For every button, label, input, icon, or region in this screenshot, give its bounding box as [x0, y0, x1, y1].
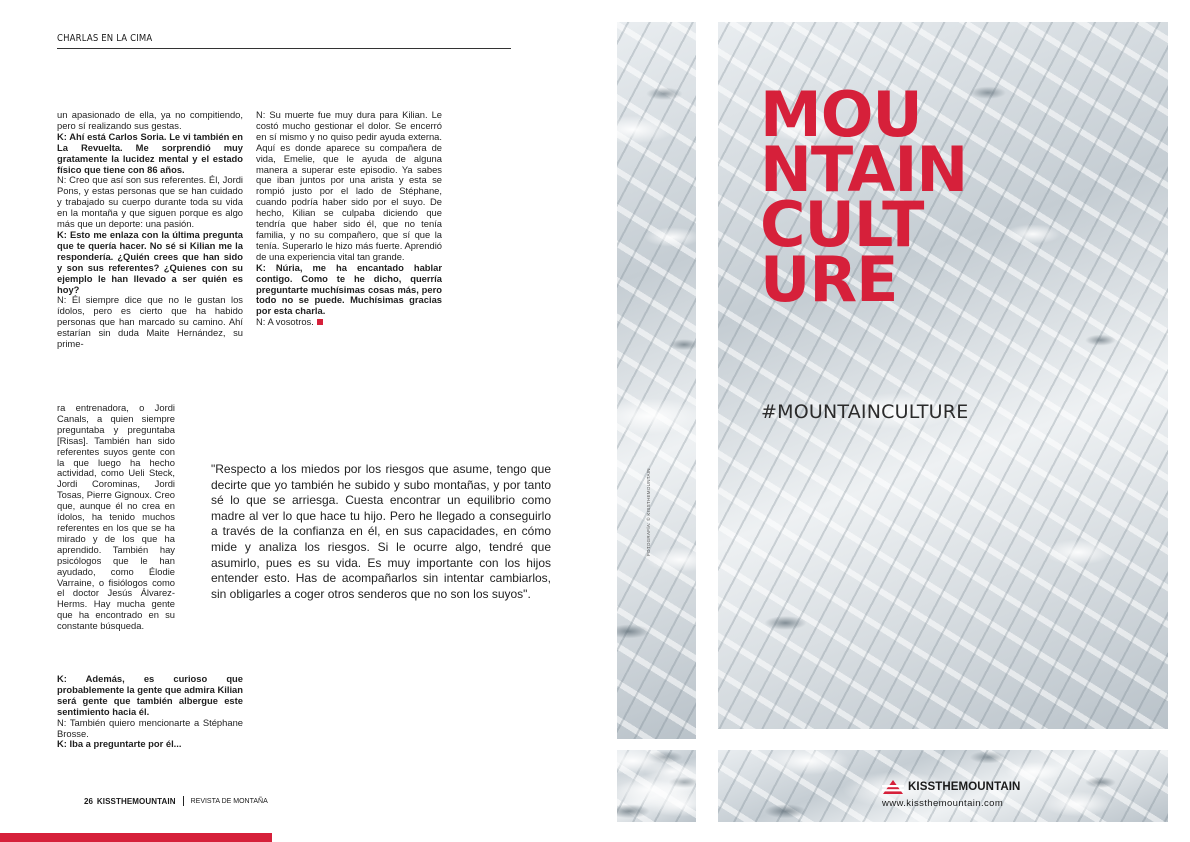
- mountain-logo-icon: [882, 779, 904, 795]
- title-line: CULT: [760, 188, 924, 261]
- interview-question: K: Núria, me ha encantado hablar contigo. Como te he dicho, querría preguntarte muchísimas cosas más, pero todo no se puede. Muchísimas gracias por esta charla.: [256, 261, 442, 317]
- title-line: URE: [760, 243, 898, 316]
- footer-divider: [183, 796, 184, 806]
- hashtag: #MOUNTAINCULTURE: [761, 401, 969, 423]
- footer-brand: KISSTHEMOUNTAIN: [96, 796, 176, 806]
- section-header: CHARLAS EN LA CIMA: [57, 33, 153, 44]
- header-rule: [57, 48, 511, 49]
- column-1: [57, 110, 243, 350]
- photo-credit: FOTOGRAFÍA: © KISSTHEMOUNTAIN: [646, 468, 651, 556]
- interview-answer: N: A vosotros.: [256, 317, 442, 328]
- interview-answer: un apasionado de ella, ya no compitiendo, pero sí realizando sus gestas.: [57, 109, 243, 131]
- title-line: NTAIN: [760, 133, 968, 206]
- column-1-narrow: [57, 403, 175, 632]
- mountain-culture-title: [760, 78, 1130, 316]
- page-number: 26: [84, 796, 93, 806]
- pull-quote: "Respecto a los miedos por los riesgos que asume, tengo que decirte que yo también he subido y subo montañas, y por tanto sé lo que se arriesga. Cuesta encontrar un equilibrio como madre al ver lo que hace tu hijo. Pero he llegado a conseguirlo a través de la confianza en él, en sus capacidades, en cómo mide y analiza los riesgos. Si le ocurre algo, tendré que asumirlo, pues es su vida. Es muy importante con los hijos entender esto. Has de acompañarlos sin intentar cambiarlos, sin obligarles a coger otros senderos que no son los suyos".: [211, 462, 551, 601]
- interview-answer: N: También quiero mencionarte a Stéphane Brosse.: [57, 716, 243, 739]
- glacier-photo-strip-bottom: [617, 750, 696, 822]
- interview-question: K: Ahí está Carlos Soria. Le vi también en La Revuelta. Me sorprendió muy gratamente la lucidez mental y el estado físico que tiene con 86 años.: [57, 130, 243, 175]
- interview-answer: N: Creo que así son sus referentes. Él, Jordi Pons, y estas personas que se han cuidado y trabajado su cuerpo durante toda su vida en la montaña y que siguen porque es algo más que un deporte: una pasión.: [57, 174, 243, 230]
- red-accent-bar: [0, 833, 272, 842]
- logo-text: KISSTHEMOUNTAIN: [908, 781, 1021, 793]
- column-2: [256, 110, 442, 328]
- glacier-photo-strip: [617, 22, 696, 739]
- interview-question: K: Además, es curioso que probablemente la gente que admira Kilian será gente que también albergue este sentimiento hacia él.: [57, 673, 243, 717]
- paragraph: ra entrenadora, o Jordi Canals, a quien siempre preguntaba y preguntaba [Risas]. También han sido referentes suyos gente con la que luego ha hecho actividad, como Ueli Steck, Jordi Corominas, Jordi Tosas, Pierre Gignoux. Creo que, aunque él no crea en ídolos, ha tenido muchos referentes en los que se ha mirado y de los que ha aprendido. También hay psicólogos que le han ayudado, como Élodie Varraine, o fisiólogos como el doctor Jesús Álvarez-Herms. Hay mucha gente que ha encontrado en su constante búsqueda.: [57, 402, 175, 632]
- kissthemountain-logo: [882, 779, 1020, 795]
- footer-subtitle: REVISTA DE MONTAÑA: [190, 797, 268, 805]
- title-line: MOU: [760, 78, 922, 151]
- interview-answer: N: Él siempre dice que no le gustan los ídolos, pero es cierto que ha habido personas que han marcado su camino. Ahí estarían sin duda Maite Hernández, su prime-: [57, 294, 243, 350]
- interview-question: K: Esto me enlaza con la última pregunta que te quería hacer. No sé si Kilian me la respondería. ¿Quién crees que han sido y son sus referentes? ¿Quienes con su ejemplo le han llevado a ser quién es hoy?: [57, 228, 243, 295]
- interview-question: K: Iba a preguntarte por él...: [57, 738, 182, 750]
- end-mark-icon: [317, 319, 323, 325]
- website-url[interactable]: www.kissthemountain.com: [882, 798, 1004, 809]
- interview-answer: N: Su muerte fue muy dura para Kilian. Le costó mucho gestionar el dolor. Se encerró en sí mismo y no quiso pedir ayuda externa. Aquí es donde aparece su compañera de vida, Emelie, que le ayuda de alguna manera a superar este episodio. Ya sabes que iban juntos por una arista y esta se rompió justo por el lado de Stéphane, cuando podría haber sido por el suyo. De hecho, Kilian se culpaba diciendo que tendría que haber sido él, que no tenía familia, y no su compañero, que sí que la tenía. Superarlo le hizo más fuerte. Aprendió de una experiencia vital tan grande.: [256, 109, 442, 262]
- right-page: [595, 0, 1190, 842]
- column-1-bottom: [57, 674, 243, 750]
- page-footer: [84, 795, 268, 807]
